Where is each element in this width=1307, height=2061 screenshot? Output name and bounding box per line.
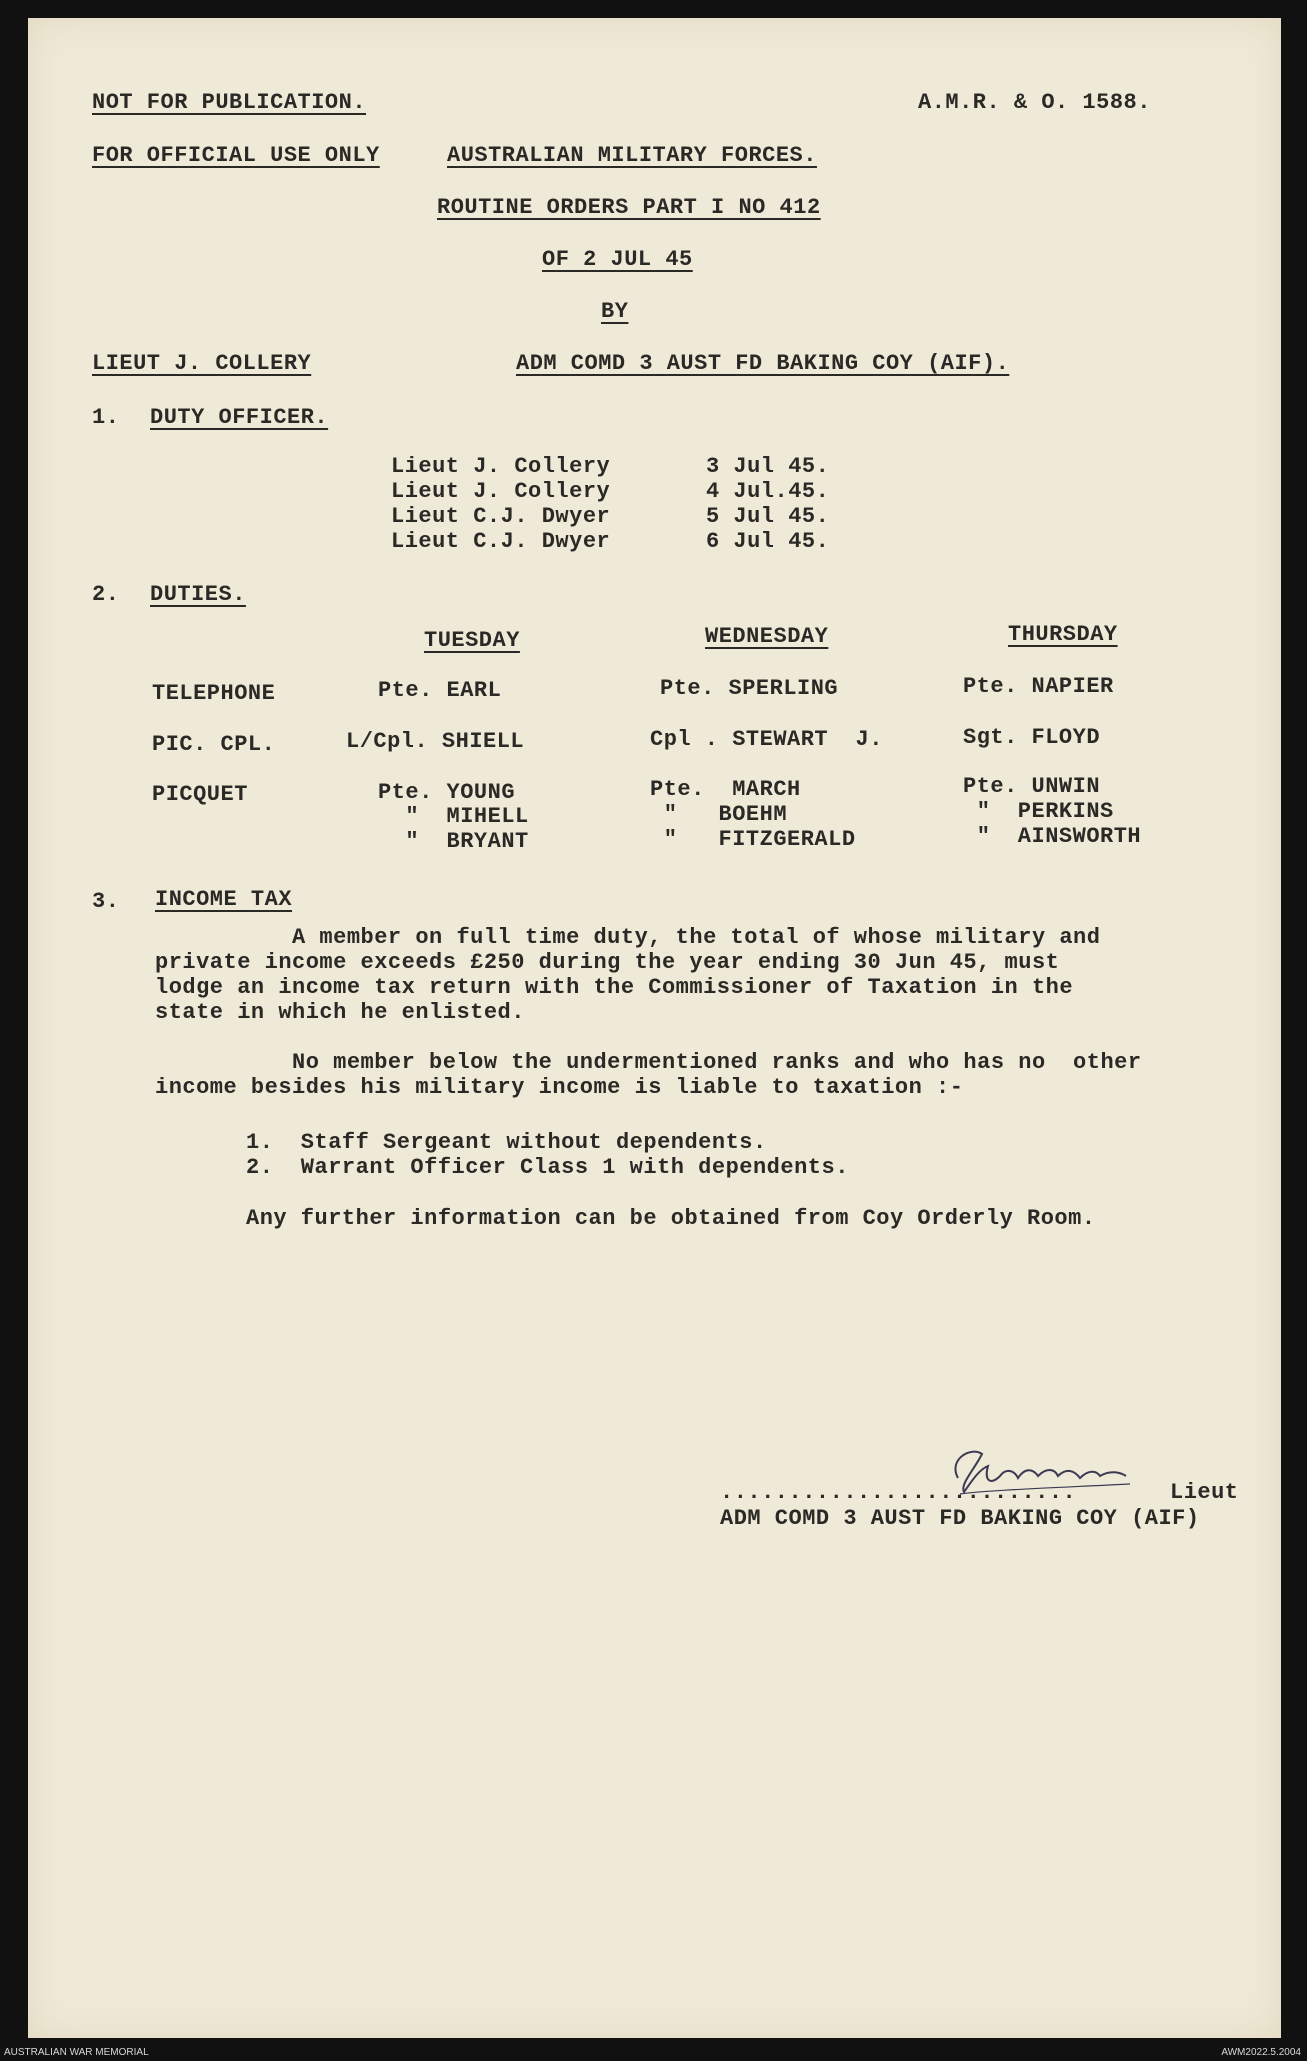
section2-number: 2. xyxy=(92,582,120,607)
forces-heading: AUSTRALIAN MILITARY FORCES. xyxy=(447,143,817,168)
official-use-label: FOR OFFICIAL USE ONLY xyxy=(92,143,380,168)
duty-officer-name: Lieut J. Collery xyxy=(391,454,611,479)
signature-dots: .......................... xyxy=(720,1480,1077,1505)
income-tax-para2-line: income besides his military income is liable to taxation :- xyxy=(155,1075,964,1100)
income-tax-para2-line: No member below the undermentioned ranks and who has no other xyxy=(155,1050,1142,1075)
duty-telephone-label: TELEPHONE xyxy=(152,681,276,706)
signature-rank: Lieut xyxy=(1170,1480,1239,1505)
duty-telephone-tue: Pte. EARL xyxy=(378,678,502,703)
picquet-thu: " PERKINS xyxy=(963,799,1114,824)
day-tuesday: TUESDAY xyxy=(424,628,520,653)
picquet-thu: " AINSWORTH xyxy=(963,824,1142,849)
footer-right: AWM2022.5.2004 xyxy=(1221,2047,1301,2058)
section3-title: INCOME TAX xyxy=(155,887,293,912)
day-thursday: THURSDAY xyxy=(1008,622,1118,647)
income-tax-para1-line: private income exceeds £250 during the year ending 30 Jun 45, must xyxy=(155,950,1060,975)
document-sheet xyxy=(28,18,1281,2038)
picquet-wed: " BOEHM xyxy=(650,802,788,827)
issuing-command: ADM COMD 3 AUST FD BAKING COY (AIF). xyxy=(516,351,1010,376)
income-tax-item: 2. Warrant Officer Class 1 with dependents. xyxy=(246,1155,849,1180)
reference-number: A.M.R. & O. 1588. xyxy=(918,90,1151,115)
signature-unit: ADM COMD 3 AUST FD BAKING COY (AIF) xyxy=(720,1506,1200,1531)
picquet-thu: Pte. UNWIN xyxy=(963,774,1101,799)
duty-officer-date: 4 Jul.45. xyxy=(706,479,830,504)
footer-left: AUSTRALIAN WAR MEMORIAL xyxy=(4,2047,149,2058)
duty-telephone-wed: Pte. SPERLING xyxy=(660,676,839,701)
section3-number: 3. xyxy=(92,889,120,914)
income-tax-para1-line: state in which he enlisted. xyxy=(155,1000,525,1025)
picquet-wed: Pte. MARCH xyxy=(650,777,801,802)
duty-pic-cpl-wed: Cpl . STEWART J. xyxy=(650,727,883,752)
duty-pic-cpl-label: PIC. CPL. xyxy=(152,732,276,757)
duty-pic-cpl-tue: L/Cpl. SHIELL xyxy=(346,729,525,754)
duty-picquet-label: PICQUET xyxy=(152,782,248,807)
issuing-officer: LIEUT J. COLLERY xyxy=(92,351,312,376)
duty-officer-date: 5 Jul 45. xyxy=(706,504,830,529)
by-label: BY xyxy=(601,299,629,324)
orders-date: OF 2 JUL 45 xyxy=(542,247,693,272)
day-wednesday: WEDNESDAY xyxy=(705,624,829,649)
duty-officer-name: Lieut J. Collery xyxy=(391,479,611,504)
duty-telephone-thu: Pte. NAPIER xyxy=(963,674,1114,699)
not-for-publication: NOT FOR PUBLICATION. xyxy=(92,90,367,115)
duty-officer-name: Lieut C.J. Dwyer xyxy=(391,529,611,554)
duty-pic-cpl-thu: Sgt. FLOYD xyxy=(963,725,1101,750)
section1-number: 1. xyxy=(92,405,120,430)
section2-title: DUTIES. xyxy=(150,582,246,607)
orders-heading: ROUTINE ORDERS PART I NO 412 xyxy=(437,195,821,220)
duty-officer-date: 6 Jul 45. xyxy=(706,529,830,554)
picquet-tue: " MIHELL xyxy=(378,804,529,829)
section1-title: DUTY OFFICER. xyxy=(150,405,329,430)
duty-officer-date: 3 Jul 45. xyxy=(706,454,830,479)
duty-officer-name: Lieut C.J. Dwyer xyxy=(391,504,611,529)
picquet-tue: Pte. YOUNG xyxy=(378,780,516,805)
picquet-wed: " FITZGERALD xyxy=(650,827,856,852)
income-tax-para1-line: lodge an income tax return with the Commissioner of Taxation in the xyxy=(155,975,1074,1000)
picquet-tue: " BRYANT xyxy=(378,829,529,854)
income-tax-item: 1. Staff Sergeant without dependents. xyxy=(246,1130,767,1155)
income-tax-closing: Any further information can be obtained from Coy Orderly Room. xyxy=(246,1206,1096,1231)
income-tax-para1-line: A member on full time duty, the total of whose military and xyxy=(155,925,1101,950)
